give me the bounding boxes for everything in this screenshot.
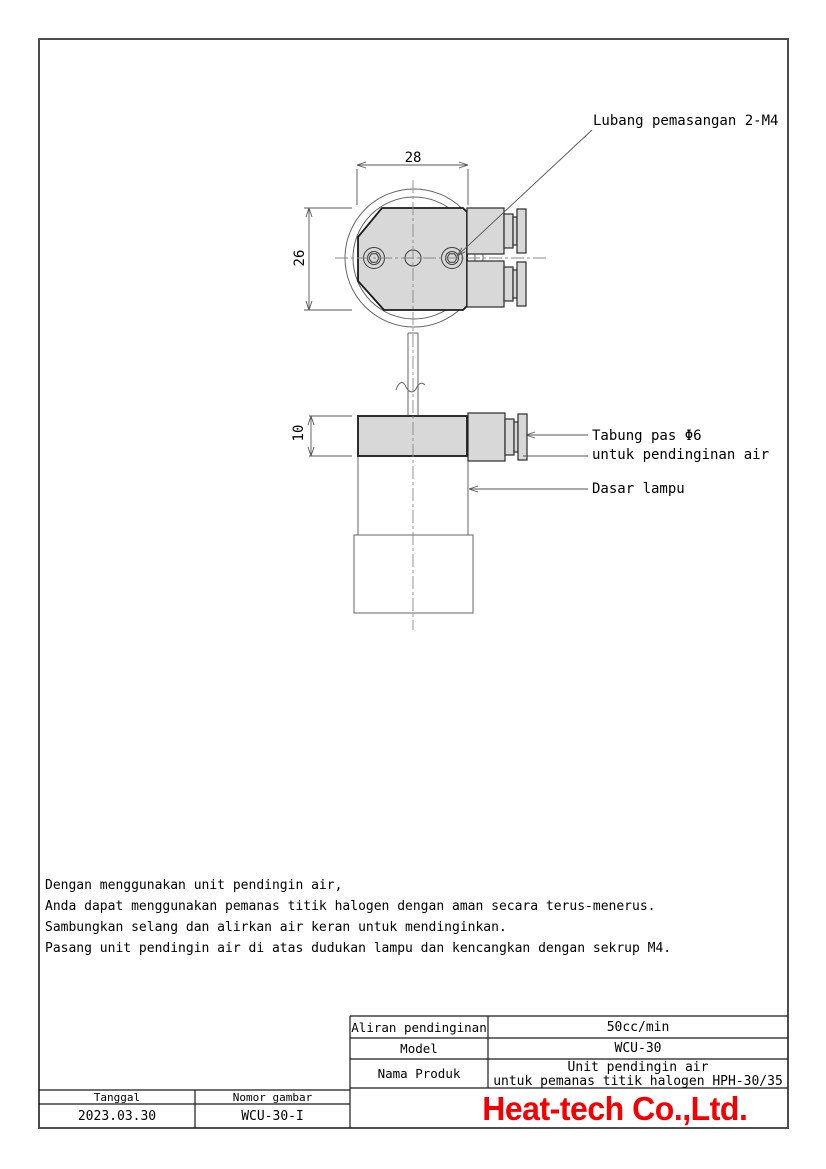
title-block-row1-label: Aliran pendinginan xyxy=(351,1019,487,1035)
dimension-10 xyxy=(308,416,352,456)
date-label: Tanggal xyxy=(93,1091,141,1104)
company-logo: Heat-tech Co.,Ltd. xyxy=(482,1090,748,1127)
dimension-28 xyxy=(357,162,468,205)
title-block-row1-value: 50cc/min xyxy=(606,1019,670,1035)
drawing-number-value: WCU-30-I xyxy=(241,1108,304,1124)
title-block-row3-value-line1: Unit pendingin air xyxy=(567,1059,709,1075)
note-line-1: Dengan menggunakan unit pendingin air, xyxy=(45,878,343,893)
label-lamp-base: Dasar lampu xyxy=(592,481,685,497)
tube-connector-top xyxy=(467,208,526,254)
note-line-3: Sambungkan selang dan alirkan air keran untuk mendinginkan. xyxy=(45,920,507,935)
tube-connector-bottom xyxy=(467,261,526,307)
title-block-row3-value-line2: untuk pemanas titik halogen HPH-30/35 xyxy=(493,1073,783,1089)
cooling-plate-outline xyxy=(358,208,467,310)
leader-lamp-base xyxy=(469,486,588,492)
lamp-base-body xyxy=(354,535,473,613)
label-mounting-hole: Lubang pemasangan 2-M4 xyxy=(593,113,779,129)
label-tube-fitting-line1: Tabung pas Φ6 xyxy=(592,428,702,444)
note-line-2: Anda dapat menggunakan pemanas titik halogen dengan aman secara terus-menerus. xyxy=(45,899,656,914)
break-symbol xyxy=(396,382,425,391)
note-line-4: Pasang unit pendingin air di atas dudukan lampu dan kencangkan dengan sekrup M4. xyxy=(45,941,672,956)
cooling-unit-body xyxy=(358,416,467,456)
title-block-row2-value: WCU-30 xyxy=(614,1041,662,1056)
leader-tube-fitting xyxy=(523,432,588,456)
dim-unit-height-text: 10 xyxy=(290,424,307,442)
connecting-tube xyxy=(396,333,425,415)
dim-height-text: 26 xyxy=(291,249,308,267)
date-value: 2023.03.30 xyxy=(77,1108,157,1124)
side-view xyxy=(354,413,527,613)
drawing-number-label: Nomor gambar xyxy=(232,1091,313,1104)
label-tube-fitting-line2: untuk pendinginan air xyxy=(592,447,770,463)
title-block-row2-label: Model xyxy=(400,1041,438,1056)
tube-connector-side xyxy=(468,413,527,461)
title-block-row3-label: Nama Produk xyxy=(377,1066,461,1081)
dim-width-text: 28 xyxy=(404,150,422,166)
